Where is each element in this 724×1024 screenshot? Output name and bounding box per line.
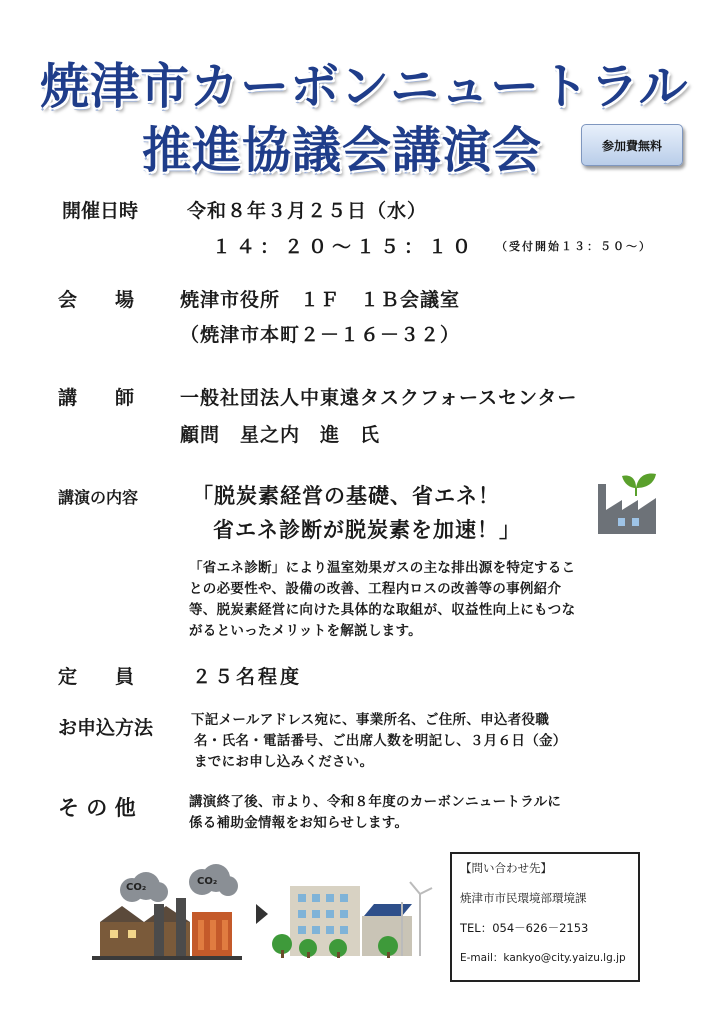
other-text [189, 792, 664, 834]
eco-building-illustration [270, 872, 445, 962]
free-admission-badge: 参加費無料 [581, 124, 683, 166]
application-line: 下記メールアドレス宛に、事業所名、ご住所、申込者役職 [191, 712, 550, 728]
polluting-factory-illustration [92, 862, 252, 962]
venue-address: （焼津市本町２－１６－３２） [180, 324, 461, 346]
description-line: 「省エネ診断」により温室効果ガスの主な排出源を特定するこ [189, 560, 576, 576]
title-line-1: 焼津市カーボンニュートラル [40, 58, 689, 115]
co2-label: CO₂ [197, 876, 218, 887]
content-label: 講演の内容 [58, 488, 139, 507]
lecture-description [189, 558, 669, 642]
application-text [191, 710, 661, 773]
co2-label: CO₂ [126, 882, 147, 893]
reception-time: （受付開始１３：５０～） [496, 240, 652, 253]
contact-department: 焼津市市民環境部環境課 [460, 891, 587, 905]
application-label: お申込方法 [58, 717, 154, 739]
speaker-organization: 一般社団法人中東遠タスクフォースセンター [180, 387, 578, 409]
lecture-topic-line-2: 省エネ診断が脱炭素を加速！」 [213, 518, 521, 542]
event-time: １４：２０～１５：１０ [212, 236, 477, 258]
contact-phone: TEL：054－626－2153 [460, 921, 589, 935]
factory-sprout-icon [594, 466, 664, 534]
speaker-label: 講 師 [58, 387, 135, 409]
contact-heading: 【問い合わせ先】 [460, 861, 552, 875]
arrow-right-icon [256, 904, 268, 924]
other-line: 係る補助金情報をお知らせします。 [189, 815, 409, 831]
event-date: 令和８年３月２５日（水） [187, 200, 428, 222]
datetime-label: 開催日時 [62, 200, 139, 222]
contact-box [450, 852, 640, 982]
description-line: との必要性や、設備の改善、工程内ロスの改善等の事例紹介 [189, 581, 562, 597]
speaker-name: 顧問 星之内 進 氏 [180, 424, 381, 446]
application-line: 名・氏名・電話番号、ご出席人数を明記し、３月６日（金） [194, 733, 567, 749]
other-label: そ の 他 [58, 796, 136, 820]
contact-email[interactable]: E-mail：kankyo@city.yaizu.lg.jp [460, 952, 626, 964]
description-line: 等、脱炭素経営に向けた具体的な取組が、収益性向上にもつな [189, 602, 576, 618]
venue-name: 焼津市役所 １Ｆ １Ｂ会議室 [180, 289, 461, 311]
lecture-topic-line-1: 「脱炭素経営の基礎、省エネ！ [192, 484, 500, 508]
capacity-value: ２５名程度 [192, 666, 303, 688]
other-line: 講演終了後、市より、令和８年度のカーボンニュートラルに [189, 794, 562, 810]
application-line: までにお申し込みください。 [194, 754, 374, 770]
title-line-2: 推進協議会講演会 [142, 122, 543, 179]
venue-label: 会 場 [58, 289, 135, 311]
capacity-label: 定 員 [58, 666, 135, 688]
description-line: がるといったメリットを解説します。 [189, 623, 422, 639]
